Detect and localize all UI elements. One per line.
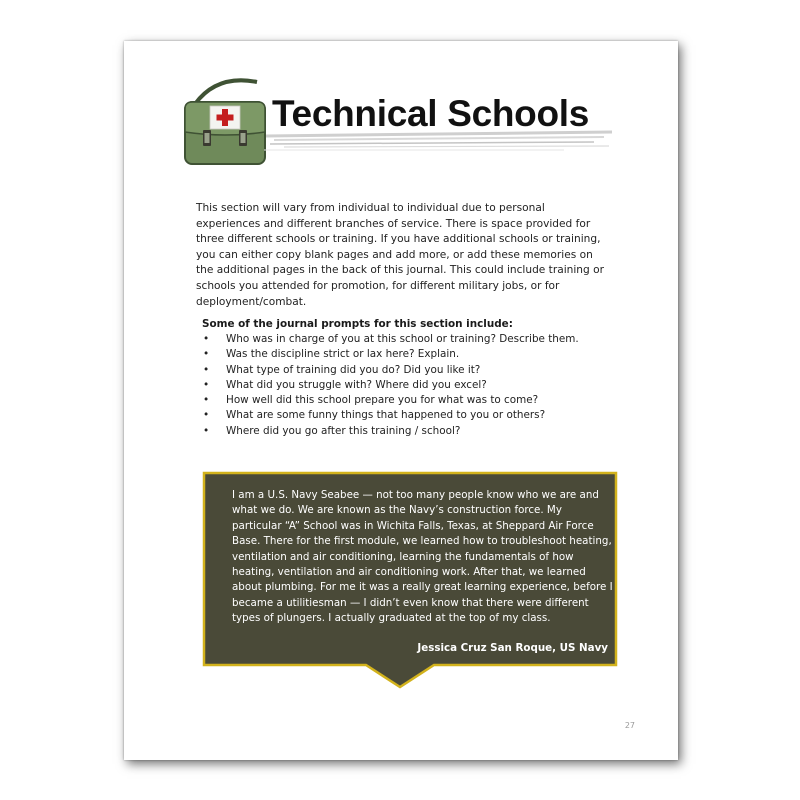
prompts-heading: Some of the journal prompts for this section include: <box>202 318 513 330</box>
quote-author: Jessica Cruz San Roque, US Navy <box>417 642 608 654</box>
page-number: 27 <box>624 721 635 730</box>
list-item: • What are some funny things that happened to you or others? <box>202 408 622 423</box>
prompts-list <box>202 332 622 439</box>
quote-text: I am a U.S. Navy Seabee — not too many people know who we are and what we do. We are known as the Navy’s construction force. My particular “A” School was in Wichita Falls, Texas, at Sheppard Air Force Base. There for the first module, we learned how to troubleshoot heating, ventilation and air conditioning, learning the fundamentals of how heating, ventilation and air conditioning work. After that, we learned about plumbing. For me it was a really great learning experience, before I became a utilitiesman — I didn’t even know that there were different types of plungers. I actually graduated at the top of my class. <box>232 489 613 625</box>
quote-callout <box>202 471 620 691</box>
intro-paragraph: This section will vary from individual to individual due to personal experiences and different branches of service. There is space provided for three different schools or training. If you have additional schools or training, you can either copy blank pages and add more, or add these memories on the additional pages in the back of this journal. This could include training or schools you attended for promotion, for different military jobs, or for deployment/combat. <box>196 202 604 308</box>
journal-page <box>124 41 678 760</box>
list-item: • How well did this school prepare you for what was to come? <box>202 393 622 408</box>
list-item: • Who was in charge of you at this school or training? Describe them. <box>202 332 622 347</box>
list-item: • What type of training did you do? Did you like it? <box>202 363 622 378</box>
list-item: • What did you struggle with? Where did you excel? <box>202 378 622 393</box>
list-item: • Was the discipline strict or lax here? Explain. <box>202 347 622 362</box>
list-item: • Where did you go after this training / school? <box>202 424 622 439</box>
medic-bag-icon <box>177 72 273 172</box>
page-title: Technical Schools <box>272 93 590 134</box>
journal-prompts <box>202 317 622 439</box>
